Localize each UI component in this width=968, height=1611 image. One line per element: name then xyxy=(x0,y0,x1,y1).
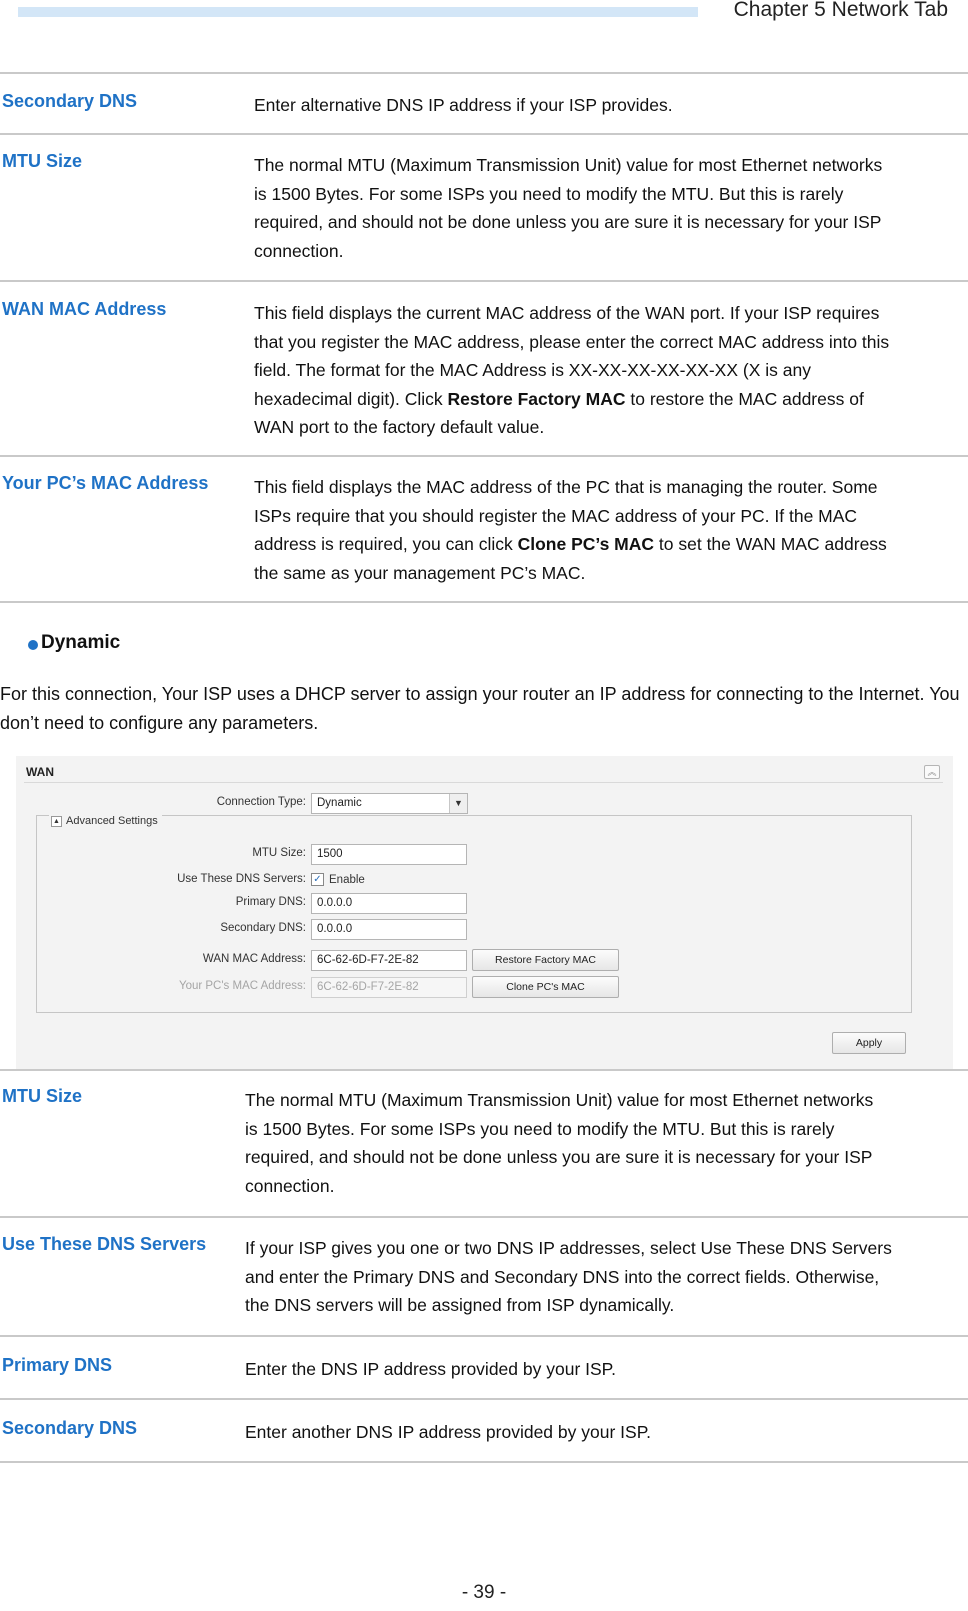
desc-mtu-size: The normal MTU (Maximum Transmission Unit) value for most Ethernet networks is 1500 Bytes. For some ISPs you need to modify the MTU. But this is rarely required, and should not be done unless you are sure it is necessary for your ISP connection. xyxy=(245,1090,874,1196)
desc-wan-mac-address: This field displays the current MAC address of the WAN port. If your ISP requires that you register the MAC address, please enter the correct MAC address into this field. The format for the MAC Address is XX-XX-XX-XX-XX-XX (X is any hexadecimal digit). Click Restore Factory MAC to restore the MAC address of WAN port to the factory default value. xyxy=(254,303,890,437)
wan-panel-title: WAN xyxy=(26,765,54,779)
your-pc-mac-address-input: 6C-62-6D-F7-2E-82 xyxy=(311,977,467,998)
term-mtu-size: MTU Size xyxy=(2,151,83,171)
term-your-pc-mac-address: Your PC’s MAC Address xyxy=(2,473,209,493)
desc-primary-dns: Enter the DNS IP address provided by your ISP. xyxy=(245,1359,616,1379)
page-number: - 39 - xyxy=(461,1582,507,1603)
table-row xyxy=(0,282,968,457)
wan-settings-panel xyxy=(16,756,953,1070)
desc-mtu-size: The normal MTU (Maximum Transmission Unit) value for most Ethernet networks is 1500 Bytes. For some ISPs you need to modify the MTU. But this is rarely required, and should not be done unless you are sure it is necessary for your ISP connection. xyxy=(254,155,883,261)
desc-secondary-dns: Enter alternative DNS IP address if your ISP provides. xyxy=(254,95,673,115)
desc-secondary-dns: Enter another DNS IP address provided by your ISP. xyxy=(245,1422,651,1442)
definition-table-bottom xyxy=(0,1069,968,1463)
secondary-dns-input[interactable]: 0.0.0.0 xyxy=(311,919,467,940)
table-row xyxy=(0,74,968,135)
term-primary-dns: Primary DNS xyxy=(2,1355,113,1375)
use-dns-servers-label: Use These DNS Servers: xyxy=(177,873,306,885)
term-secondary-dns: Secondary DNS xyxy=(2,1418,138,1438)
wan-mac-address-input[interactable]: 6C-62-6D-F7-2E-82 xyxy=(311,950,467,971)
bullet-icon xyxy=(28,640,38,650)
primary-dns-input[interactable]: 0.0.0.0 xyxy=(311,893,467,914)
section-title: Dynamic xyxy=(41,632,121,653)
table-row xyxy=(0,1337,968,1400)
primary-dns-label: Primary DNS: xyxy=(235,896,306,908)
secondary-dns-label: Secondary DNS: xyxy=(220,922,306,934)
table-row xyxy=(0,1218,968,1337)
header-decoration-bar xyxy=(18,7,698,17)
use-dns-servers-checkbox[interactable]: ✓ xyxy=(311,873,324,886)
connection-type-select[interactable]: Dynamic ▼ xyxy=(311,793,468,814)
term-wan-mac-address: WAN MAC Address xyxy=(2,299,167,319)
divider xyxy=(24,782,943,783)
mtu-size-input[interactable]: 1500 xyxy=(311,844,467,865)
double-chevron-up-icon[interactable]: ︽ xyxy=(924,765,940,779)
your-pc-mac-address-label: Your PC's MAC Address: xyxy=(178,980,306,992)
table-row xyxy=(0,135,968,282)
advanced-settings-legend[interactable]: ▲ Advanced Settings xyxy=(49,815,162,827)
clone-pc-mac-button[interactable]: Clone PC's MAC xyxy=(472,976,619,998)
table-row xyxy=(0,1071,968,1218)
enable-label: Enable xyxy=(329,874,365,886)
collapse-toggle-icon[interactable]: ▲ xyxy=(51,816,62,827)
chevron-down-icon: ▼ xyxy=(449,794,467,813)
term-mtu-size: MTU Size xyxy=(2,1086,83,1106)
wan-mac-address-label: WAN MAC Address: xyxy=(202,953,306,965)
desc-use-these-dns-servers: If your ISP gives you one or two DNS IP addresses, select Use These DNS Servers and enter the Primary DNS and Secondary DNS into the correct fields. Otherwise, the DNS servers will be assigned from ISP dynamically. xyxy=(245,1238,892,1315)
term-secondary-dns: Secondary DNS xyxy=(2,91,138,111)
desc-your-pc-mac-address: This field displays the MAC address of the PC that is managing the router. Some ISPs require that you should register the MAC address of your PC. If the MAC address is required, you can click Clone PC’s MAC to set the WAN MAC address the same as your management PC’s MAC. xyxy=(254,477,887,583)
section-paragraph: For this connection, Your ISP uses a DHCP server to assign your router an IP address for connecting to the Internet. You don’t need to configure any parameters. xyxy=(0,684,960,733)
mtu-size-label: MTU Size: xyxy=(252,847,306,859)
restore-factory-mac-button[interactable]: Restore Factory MAC xyxy=(472,949,619,971)
definition-table-top xyxy=(0,72,968,603)
term-use-these-dns-servers: Use These DNS Servers xyxy=(2,1234,207,1254)
connection-type-label: Connection Type: xyxy=(216,796,306,808)
chapter-title: Chapter 5 Network Tab xyxy=(733,0,948,21)
table-row xyxy=(0,457,968,603)
table-row xyxy=(0,1400,968,1463)
apply-button[interactable]: Apply xyxy=(832,1032,906,1054)
